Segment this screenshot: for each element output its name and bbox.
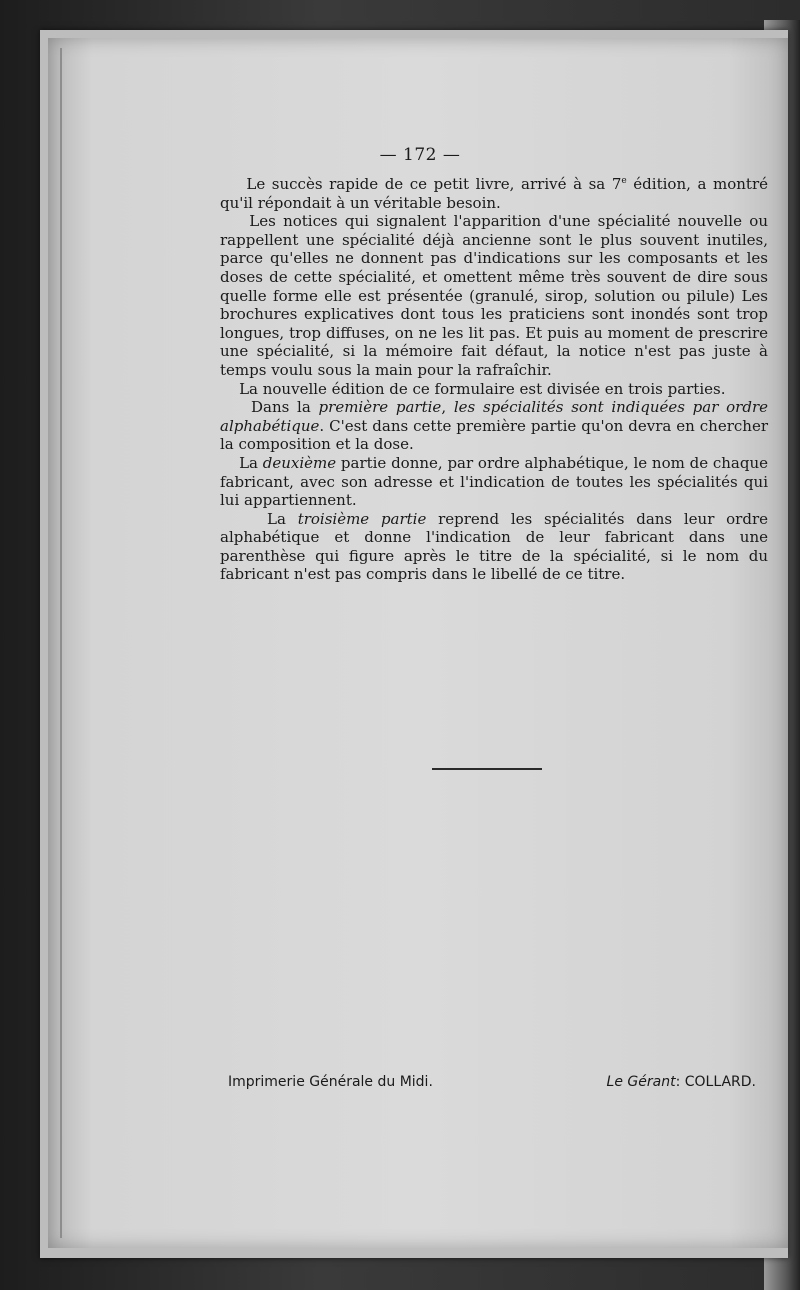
section-rule [432, 768, 542, 770]
paragraph-5: La deuxième partie donne, par ordre alphabétique, le nom de chaque fabricant, avec son adresse et l'indication de toutes les spécialités qui lui appartiennent. [220, 453, 768, 510]
page-left-edge [60, 48, 62, 1238]
paragraph-2: Les notices qui signalent l'apparition d'une spécialité nouvelle ou rappellent une spécialité déjà ancienne sont le plus souvent inutiles, parce qu'elles ne donnent pas d'indications sur les composants et les doses de cette spécialité, et omettent même très souvent de dire sous quelle forme elle est présentée (granulé, sirop, solution ou pilule) Les brochures explicatives dont tous les praticiens sont inondés sont trop longues, trop diffuses, on ne les lit pas. Et puis au moment de prescrire une spécialité, si la mémoire fait défaut, la notice n'est pas juste à temps voulu sous la main pour la rafraîchir. [220, 212, 768, 379]
page-number: — 172 — [379, 145, 461, 165]
paragraph-3: La nouvelle édition de ce formulaire est divisée en trois parties. [220, 379, 726, 398]
body-text [220, 172, 768, 584]
paragraph-4: Dans la première partie, les spécialités sont indiquées par ordre alphabétique. C'est dans cette première partie qu'on devra en chercher la composition et la dose. [220, 398, 768, 454]
manager-name: : COLLARD. [675, 1074, 756, 1090]
printer-name: Imprimerie Générale du Midi. [228, 1074, 433, 1090]
paragraph-6: La troisième partie reprend les spécialités dans leur ordre alphabétique et donne l'indication de leur fabricant dans une parenthèse qui figure après le titre de la spécialité, si le nom du fabricant n'est pas compris dans le libellé de ce titre. [220, 509, 768, 584]
paragraph-1: Le succès rapide de ce petit livre, arrivé à sa 7e édition, a montré qu'il répondait à un véritable besoin. [220, 175, 768, 212]
manager-label: Le Gérant [606, 1074, 676, 1090]
manager-credit [607, 1074, 756, 1090]
